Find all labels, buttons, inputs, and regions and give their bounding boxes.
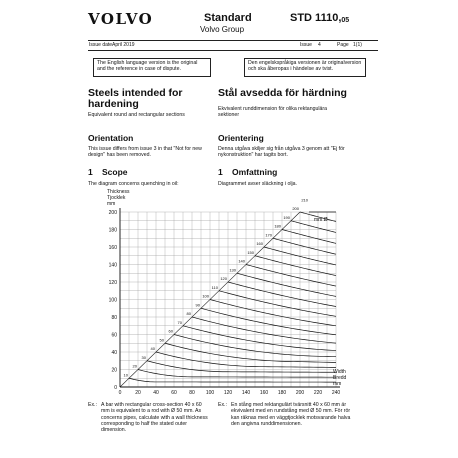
example-text-swedish: En stång med rektangulärt tvärsnitt 40 x 60 mm är ekvivalent med en rundstång med Ø 50 mm. För rör kan räknas med en väggtjocklek motsvarande halva den angivna runddimensionen.	[231, 402, 351, 427]
example-label-english: Ex.:	[88, 402, 97, 408]
curve-label-d130: 130	[229, 267, 236, 273]
curve-label-d160: 160	[256, 241, 263, 246]
orientation-text-swedish: Denna utgåva skiljer sig från utgåva 3 genom att "Ej för nykonstruktion" har tagits bort.	[218, 146, 345, 159]
x-tick-label: 40	[153, 390, 159, 396]
curve-label-d100: 100	[202, 293, 209, 299]
example-label-swedish: Ex.:	[218, 402, 227, 408]
x-tick-label: 200	[295, 390, 305, 396]
x-axis-title-swedish: Bredd	[333, 375, 347, 381]
curve-label-d140: 140	[238, 258, 245, 264]
scope-heading-english: Scope	[102, 167, 128, 177]
x-tick-label: 180	[277, 390, 287, 396]
x-tick-label: 220	[313, 390, 323, 396]
y-tick-label: 80	[111, 314, 117, 321]
curve-label-d60: 60	[168, 328, 173, 334]
curve-label-d10: 10	[123, 372, 128, 378]
chart-axes	[120, 208, 340, 387]
curve-label-d170: 170	[265, 232, 272, 238]
doc-group: Volvo Group	[200, 25, 245, 34]
curve-label-d30: 30	[141, 354, 146, 360]
x-tick-label: 160	[259, 390, 269, 396]
curve-d30	[147, 361, 336, 373]
notice-english: The English language version is the original and the reference in case of dispute.	[93, 58, 211, 77]
orientation-heading-swedish: Orientering	[218, 133, 264, 143]
std-number-main: STD 1110,	[290, 12, 342, 24]
issue-value: 4	[318, 42, 321, 48]
y-tick-label: 20	[111, 367, 117, 374]
y-tick-label: 0	[114, 384, 117, 391]
y-axis-unit: mm	[107, 201, 116, 207]
x-axis-unit: mm	[333, 381, 342, 387]
curve-label-d40: 40	[150, 346, 155, 351]
x-tick-label: 120	[223, 390, 233, 396]
curve-d130	[237, 273, 336, 296]
chart-grid	[120, 212, 336, 387]
page-value: 1(1)	[353, 42, 362, 48]
curve-label-d50: 50	[159, 337, 164, 343]
scope-number-swedish: 1	[218, 167, 223, 177]
curve-d90	[201, 308, 336, 335]
curve-d10	[129, 378, 336, 382]
x-tick-label: 140	[241, 390, 251, 396]
x-tick-label: 100	[205, 390, 215, 396]
curve-label-d80: 80	[186, 311, 191, 316]
curve-label-d20: 20	[132, 363, 137, 369]
diameter-label: mm Ø	[314, 217, 328, 223]
x-axis-title-english: Width	[333, 369, 346, 375]
orientation-heading-english: Orientation	[88, 133, 134, 143]
y-axis-title-swedish: Tjocklek	[107, 195, 126, 201]
issue-label: Issue	[300, 42, 312, 48]
curve-label-d200: 200	[292, 206, 299, 211]
curve-label-d210: 210	[301, 197, 308, 203]
y-tick-label: 200	[108, 209, 117, 216]
orientation-text-english: This issue differs from issue 3 in that "Not for new design" has been removed.	[88, 146, 202, 159]
x-tick-label: 0	[118, 390, 122, 396]
y-tick-label: 40	[111, 349, 117, 356]
curve-label-d110: 110	[211, 284, 218, 290]
curve-d150	[255, 256, 336, 276]
title-swedish: Stål avsedda för härdning	[218, 87, 347, 99]
x-tick-label: 240	[331, 390, 341, 396]
y-tick-label: 60	[111, 332, 117, 339]
x-tick-label: 80	[189, 390, 195, 396]
issue-date-label: Issue date	[89, 42, 113, 48]
scope-text-english: The diagram concerns quenching in oil:	[88, 181, 179, 187]
notice-swedish: Den engelskspråkiga versionen är originalversion och ska åberopas i händelse av tvist.	[244, 58, 366, 77]
y-axis-title-english: Thickness	[107, 189, 130, 195]
curve-label-d90: 90	[195, 302, 200, 308]
volvo-logo: VOLVO	[88, 10, 154, 28]
subtitle-swedish: Ekvivalent runddimension för olika rektangulära sektioner	[218, 106, 327, 119]
curve-label-d150: 150	[247, 249, 254, 255]
y-tick-label: 180	[108, 227, 117, 234]
y-tick-label: 120	[108, 279, 117, 286]
page-label: Page	[337, 42, 349, 48]
x-tick-label: 60	[171, 390, 177, 396]
scope-number-english: 1	[88, 167, 93, 177]
curve-label-d70: 70	[177, 319, 182, 325]
curve-d70	[183, 326, 336, 351]
example-text-english: A bar with rectangular cross-section 40 x 60 mm is equivalent to a rod with Ø 50 mm. As concerns pipes, calculate with a wall thickness corresponding to half the stated outer dimension.	[101, 402, 208, 434]
std-number-suffix: 05	[341, 17, 350, 24]
doc-type: Standard	[204, 12, 252, 24]
y-tick-label: 140	[108, 262, 117, 269]
curve-label-d190: 190	[283, 214, 290, 220]
x-tick-label: 20	[135, 390, 141, 396]
y-tick-label: 100	[108, 297, 117, 304]
curve-label-d120: 120	[220, 276, 227, 281]
title-english: Steels intended for hardening	[88, 87, 183, 110]
scope-heading-swedish: Omfattning	[232, 167, 278, 177]
issue-date: April 2019	[112, 42, 135, 48]
scope-text-swedish: Diagrammet avser släckning i olja.	[218, 181, 297, 187]
subtitle-english: Equivalent round and rectangular sections	[88, 112, 185, 118]
y-tick-label: 160	[108, 244, 117, 251]
curve-label-d180: 180	[274, 223, 281, 229]
